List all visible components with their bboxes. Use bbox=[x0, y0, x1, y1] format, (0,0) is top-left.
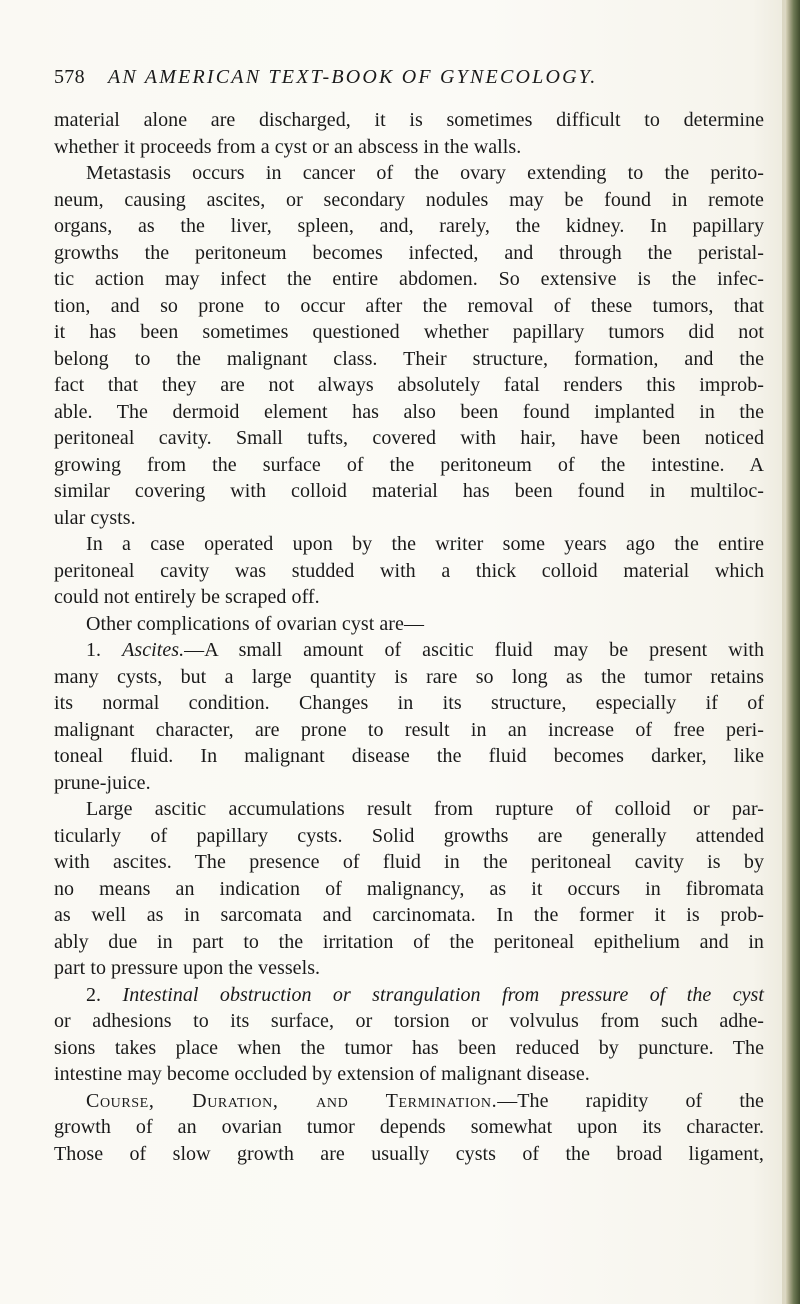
text-line: Metastasis occurs in cancer of the ovary extending to the perito- bbox=[86, 162, 764, 184]
text-line: growing from the surface of the peritoneum of the intestine. A bbox=[54, 453, 764, 476]
running-title: AN AMERICAN TEXT-BOOK OF GYNECOLOGY. bbox=[108, 66, 598, 88]
text-line: toneal fluid. In malignant disease the fluid becomes darker, like bbox=[54, 745, 764, 767]
text-line: could not entirely be scraped off. bbox=[54, 586, 320, 608]
text-line: its normal condition. Changes in its structure, especially if of bbox=[54, 692, 764, 714]
text-line: or adhesions to its surface, or torsion or volvulus from such adhe- bbox=[54, 1010, 764, 1032]
text-line: peritoneal cavity. Small tufts, covered with hair, have been noticed bbox=[54, 427, 764, 449]
text-line bbox=[54, 982, 764, 1009]
text-span: —The rapidity of the bbox=[497, 1089, 764, 1112]
text-line: growths the peritoneum becomes infected, and through the peristal- bbox=[54, 241, 764, 264]
book-edge bbox=[786, 0, 800, 1304]
text-span: —A small amount of ascitic fluid may be present with bbox=[184, 639, 764, 661]
text-line: organs, as the liver, spleen, and, rarely, the kidney. In papillary bbox=[54, 215, 764, 237]
section-heading: Course, Duration, and Termination. bbox=[86, 1089, 498, 1112]
body-text bbox=[54, 107, 764, 1167]
text-line: sions takes place when the tumor has been reduced by puncture. The bbox=[54, 1036, 764, 1059]
text-line: tion, and so prone to occur after the removal of these tumors, that bbox=[54, 294, 764, 317]
text-line: no means an indication of malignancy, as it occurs in fibromata bbox=[54, 877, 764, 900]
text-line: whether it proceeds from a cyst or an abscess in the walls. bbox=[54, 135, 522, 158]
list-heading: Ascites. bbox=[122, 639, 185, 661]
list-heading: Intestinal obstruction or strangulation from pressure of the cyst bbox=[122, 983, 764, 1006]
text-line: fact that they are not always absolutely fatal renders this improb- bbox=[54, 374, 764, 396]
text-line: intestine may become occluded by extension of malignant disease. bbox=[54, 1063, 590, 1085]
text-line: Other complications of ovarian cyst are— bbox=[86, 612, 424, 635]
text-line: malignant character, are prone to result in an increase of free peri- bbox=[54, 718, 764, 741]
text-line: neum, causing ascites, or secondary nodules may be found in remote bbox=[54, 188, 764, 211]
text-line: many cysts, but a large quantity is rare so long as the tumor retains bbox=[54, 665, 764, 688]
text-line: tic action may infect the entire abdomen. So extensive is the infec- bbox=[54, 268, 764, 290]
text-line: peritoneal cavity was studded with a thick colloid material which bbox=[54, 559, 764, 582]
text-line: part to pressure upon the vessels. bbox=[54, 957, 321, 979]
text-line: with ascites. The presence of fluid in the peritoneal cavity is by bbox=[54, 851, 764, 873]
list-number: 2. bbox=[86, 983, 102, 1006]
page-number: 578 bbox=[54, 66, 85, 88]
page-header bbox=[54, 66, 754, 92]
text-line: growth of an ovarian tumor depends somewhat upon its character. bbox=[54, 1116, 764, 1138]
text-line: ably due in part to the irritation of the peritoneal epithelium and in bbox=[54, 930, 764, 953]
text-line: similar covering with colloid material has been found in multiloc- bbox=[54, 480, 764, 502]
text-line bbox=[54, 1088, 764, 1115]
text-line: as well as in sarcomata and carcinomata. In the former it is prob- bbox=[54, 904, 764, 926]
text-line: able. The dermoid element has also been found implanted in the bbox=[54, 400, 764, 423]
text-line: ticularly of papillary cysts. Solid growths are generally attended bbox=[54, 824, 764, 847]
text-line: In a case operated upon by the writer some years ago the entire bbox=[86, 533, 764, 555]
text-line: Large ascitic accumulations result from rupture of colloid or par- bbox=[86, 798, 764, 820]
text-line: ular cysts. bbox=[54, 506, 136, 529]
text-line: material alone are discharged, it is sometimes difficult to determine bbox=[54, 109, 764, 131]
list-number: 1. bbox=[86, 639, 102, 661]
text-line bbox=[54, 637, 764, 664]
text-line: it has been sometimes questioned whether papillary tumors did not bbox=[54, 321, 764, 343]
text-line: belong to the malignant class. Their structure, formation, and the bbox=[54, 347, 764, 370]
text-line: prune-juice. bbox=[54, 771, 151, 794]
text-line: Those of slow growth are usually cysts of the broad ligament, bbox=[54, 1142, 764, 1165]
